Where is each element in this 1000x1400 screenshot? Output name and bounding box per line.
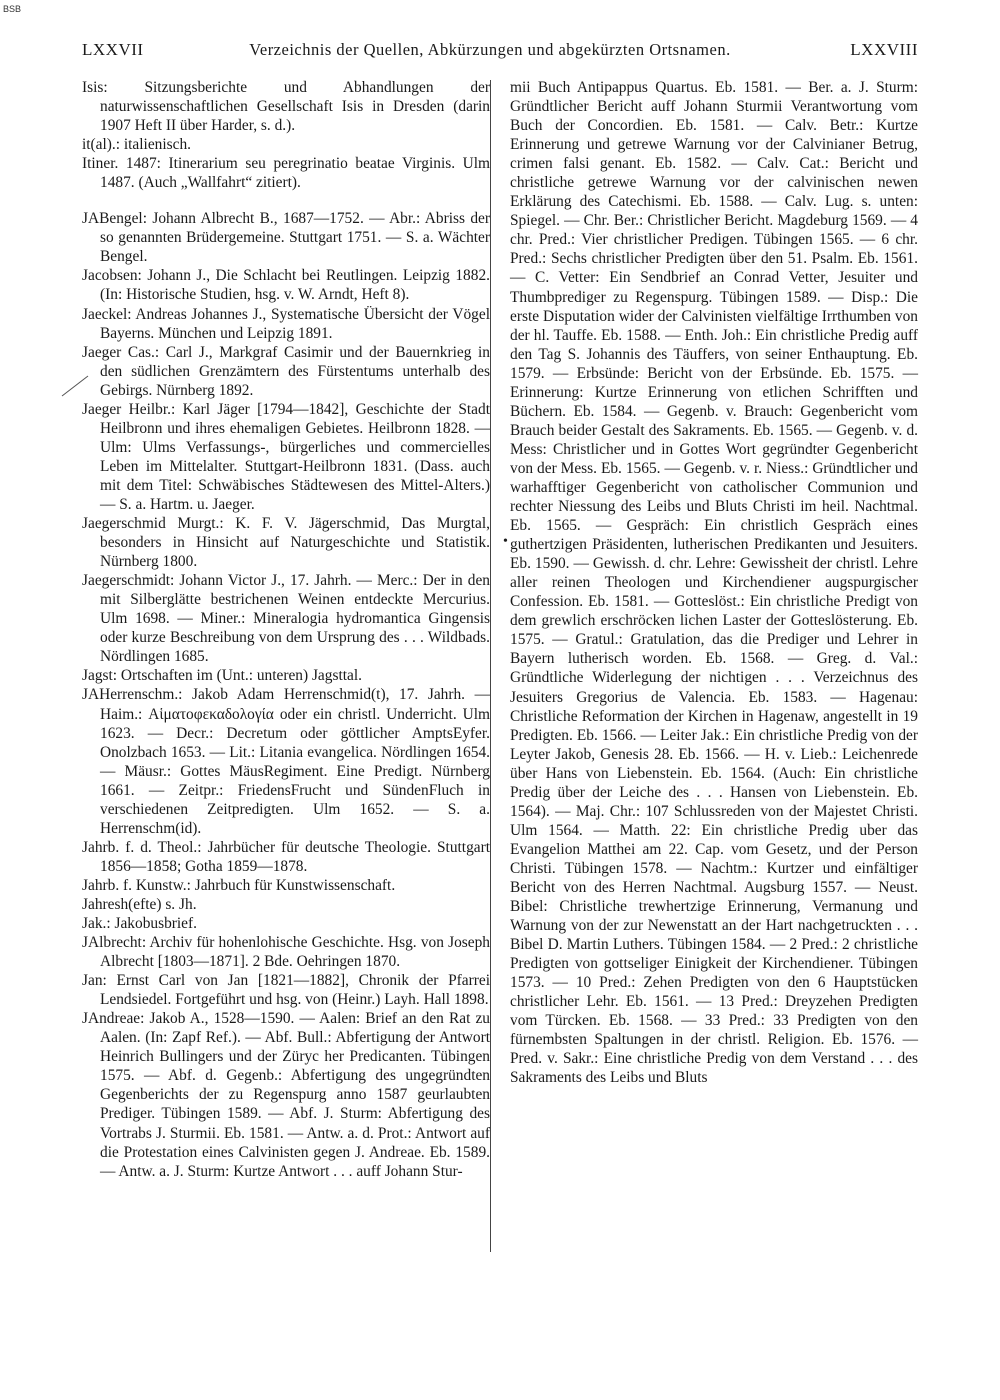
entry-jaegerschmidt: Jaegerschmidt: Johann Victor J., 17. Jahrh. — Merc.: Der in den mit Silberglätte bestrichenen Weinen entdeckte Mercurius. Ulm 1698. — Miner.: Mineralogia hydromantica Gingensis oder kurze Beschreibung von dem Ursprung des . . . Wildbads. Nördlingen 1685.	[82, 572, 490, 666]
entry-jaeckel: Jaeckel: Andreas Johannes J., Systematische Übersicht der Vögel Bayerns. München und Leipzig 1891.	[82, 305, 490, 342]
entry-itiner: Itiner. 1487: Itinerarium seu peregrinatio beatae Virginis. Ulm 1487. (Auch „Wallfahrt“ zitiert).	[82, 155, 490, 192]
margin-dot: •	[503, 534, 508, 549]
running-title: Verzeichnis der Quellen, Abkürzungen und abgekürzten Ortsnamen.	[249, 40, 731, 59]
entry-jabengel: JABengel: Johann Albrecht B., 1687—1752. — Abr.: Abriss der so genannten Brüdergemeine. Stuttgart 1751. — S. a. Wächter Bengel.	[82, 210, 490, 266]
entry-jaeger-cas: Jaeger Cas.: Carl J., Markgraf Casimir und der Bauernkrieg in den südlichen Grenzämtern des Fürstentums unterhalb des Gebirgs. Nürnberg 1892.	[82, 343, 490, 399]
entry-jandreae: JAndreae: Jakob A., 1528—1590. — Aalen: Brief an den Rat zu Aalen. (In: Zapf Ref.). — Abf. Bull.: Abfertigung der Antwort Heinrich Bullingers und der Züryc her Predicanten. Tübingen 1575. — Abf. d. Gegenb.: Abfertigung des ungegründten Gegenberichts der zu Regenspurg anno 1587 geurlaubten Prediger. Tübingen 1589. — Abf. J. Sturm: Abfertigung des Vortrabs J. Sturmii. Eb. 1581. — Antw. a. d. Prot.: Antwort auf die Protestation eines Calvinisten gegen J. Andreae. Eb. 1589. — Antw. a. J. Sturm: Kurtze Antwort . . . auff Johann Stur-	[82, 1010, 490, 1180]
entry-jaegerschmid: Jaegerschmid Murgt.: K. F. V. Jägerschmid, Das Murgtal, besonders in Hinsicht auf Naturgeschichte und Statistik. Nürnberg 1800.	[82, 515, 490, 571]
left-column	[82, 78, 490, 1181]
entry-ital: it(al).: italienisch.	[82, 136, 191, 154]
entry-jaherrenschm: JAHerrenschm.: Jakob Adam Herrenschmid(t), 17. Jahrh. — Haim.: Αἱματοφεκαδολογία oder ein christl. Underricht. Ulm 1623. — Decr.: Decretum oder göttlicher AmptsEyfer. Onolzbach 1653. — Lit.: Litania evangelica. Nördlingen 1654. — Mäusr.: Gottes MäusRegiment. Eine Predigt. Nürnberg 1661. — Zeitpr.: FriedensFrucht und SündenFluch in verschiedenen Zeitpredigten. Ulm 1652. — S. a. Herrenschm(id).	[82, 686, 490, 837]
entry-jalbrecht: JAlbrecht: Archiv für hohenlohische Geschichte. Hsg. von Joseph Albrecht [1803—1871]. 2 Bde. Oehringen 1870.	[82, 934, 490, 971]
page-number-right: LXXVIII	[850, 40, 918, 59]
library-stamp: BSB	[3, 4, 22, 14]
right-column	[510, 78, 918, 1087]
entry-isis: Isis: Sitzungsberichte und Abhandlungen der naturwissenschaftlichen Gesellschaft Isis in Dresden (darin 1907 Heft II über Harder, s. d.).	[82, 79, 490, 135]
page-number-left: LXXVII	[82, 40, 144, 59]
entry-jak: Jak.: Jakobusbrief.	[82, 915, 197, 933]
column-divider	[490, 80, 491, 1252]
entry-jahrb-kunstw: Jahrb. f. Kunstw.: Jahrbuch für Kunstwissenschaft.	[82, 876, 396, 894]
entry-jahrb-theol: Jahrb. f. d. Theol.: Jahrbücher für deutsche Theologie. Stuttgart 1856—1858; Gotha 1859—1878.	[82, 838, 490, 875]
entry-jahresh: Jahresh(efte) s. Jh.	[82, 895, 197, 913]
entry-jagst: Jagst: Ortschaften im (Unt.: unteren) Jagsttal.	[82, 667, 362, 685]
entry-jaeger-heilbr: Jaeger Heilbr.: Karl Jäger [1794—1842], Geschichte der Stadt Heilbronn und ihres ehemaligen Gebietes. Heilbronn 1828. — Ulm: Ulms Verfassungs-, bürgerliches und commercielles Leben im Mittelalter. Stuttgart-Heilbronn 1831. (Dass. auch mit dem Titel: Schwäbisches Städtewesen des Mittel-Alters.) — S. a. Hartm. u. Jaeger.	[82, 400, 490, 513]
entry-jandreae-continued: mii Buch Antipappus Quartus. Eb. 1581. — Ber. a. J. Sturm: Gründtlicher Bericht auff Johann Sturmii Verantwortung vom Buch der Concordien. Eb. 1581. — Calv. Betr.: Kurtze Erinnerung und getrewe Warnung vor der Calvinianer Betrug, crimen falsi genant. Eb. 1582. — Calv. Cat.: Bericht und christliche getrewe Warnung vor der calvinischen newen Erklärung des Catechismi. Eb. 1588. — Calv. Lug. s. unten: Spiegel. — Chr. Ber.: Christlicher Bericht. Magdeburg 1569. — 4 chr. Pred.: Vier christlicher Predigen. Tübingen 1565. — 6 chr. Pred.: Sechs christlicher Predigten über den 51. Psalm. Eb. 1561. — C. Vetter: Ein Sendbrief an Conrad Vetter, Jesuiter und Thumbprediger zu Regenspurg. Tübingen 1589. — Disp.: Die erste Disputation wider der Calvinisten vielfältige Irrthumben von der hl. Tauffe. Eb. 1588. — Enth. Joh.: Ein christliche Predig auff den Tag S. Johannis des Täuffers, von seiner Enthauptung. Eb. 1579. — Erbsünde: Bericht von der Erbsünde. Eb. 1575. — Erinnerung: Kurtze Erinnerung von etlichen Schrifften und Büchern. Eb. 1584. — Gegenb. v. Brauch: Gegenbericht vom Brauch beider Gestalt des Sakraments. Eb. 1565. — Gegenb. v. d. Mess: Christlicher und in Gottes Wort gegründter Gegenbericht von der Mess. Eb. 1565. — Gegenb. v. r. Niess.: Gründtlicher und warhafftiger Gegenbericht von catholischer Communion und rechter Niessung des Leibs und Bluts Christi im heil. Nachtmal. Eb. 1565. — Gespräch: Ein christlich Gespräch eines guthertzigen Präsidenten, lutherischen Predikanten und Jesuiters. Eb. 1590. — Gewissh. d. chr. Lehre: Gewissheit der christl. Lehre aller reinen Theologen und Kirchendiener augspurgischer Confession. Eb. 1581. — Gotteslöst.: Ein christliche Predigt von dem grewlich erschröcken lichen Laster der Gotteslösterung. Eb. 1575. — Gratul.: Gratulation, das die Prediger und Lehrer in Bayern lutherisch worden. Eb. 1568. — Greg. d. Val.: Gründtliche Widerlegung der nichtigen . . . Verzeichnus des Jesuiters Gregorius de Valencia. Eb. 1583. — Hagenau: Christliche Reformation der Kirchen in Hagenaw, angestellt in 19 Predigten. Eb. 1566. — Leiter Jak.: Ein christliche Predig von der Leyter Jakob, Genesis 28. Eb. 1566. — H. v. Lieb.: Leichenrede über Hans von Liebenstein. Eb. 1564. (Auch: Ein christliche Predig über der Leiche des . . . Hansen von Liebenstein. Eb. 1564). — Maj. Chr.: 107 Schlussreden von der Majestet Christi. Ulm 1564. — Matth. 22: Ein christliche Predig uber das Evangelion Matthei am 22. Cap. vom Gesetz, und der Person Christi. Tübingen 1578. — Nachtm.: Kurtzer und einfältiger Bericht von des Herren Nachtmal. Augsburg 1557. — Neust. Bibel: Christliche trewhertzige Erinnerung, Vermanung und Warnung von der zur Newenstatt an der Hart nachgetruckten . . . Bibel D. Martin Luthers. Tübingen 1584. — 2 Pred.: 2 christliche Predigten von gottseliger Einigkeit der Kirchendiener. Tübingen 1573. — 10 Pred.: Zehen Predigten von den 6 Hauptstücken christlicher Lehr. Eb. 1561. — 13 Pred.: Dreyzehen Predigten vom Türcken. Eb. 1568. — 33 Pred.: 33 Predigten von den fürnembsten Spaltungen in der christl. Religion. Eb. 1576. — Pred. v. Sakr.: Eine christliche Predig von dem Verstand . . . des Sakraments des Leibs und Bluts	[510, 79, 918, 1087]
entry-jacobsen: Jacobsen: Johann J., Die Schlacht bei Reutlingen. Leipzig 1882. (In: Historische Studien, hsg. v. W. Arndt, Heft 8).	[82, 267, 490, 304]
entry-jan: Jan: Ernst Carl von Jan [1821—1882], Chronik der Pfarrei Lendsiedel. Fortgeführt und hsg. von (Heinr.) Layh. Hall 1898.	[82, 972, 490, 1009]
